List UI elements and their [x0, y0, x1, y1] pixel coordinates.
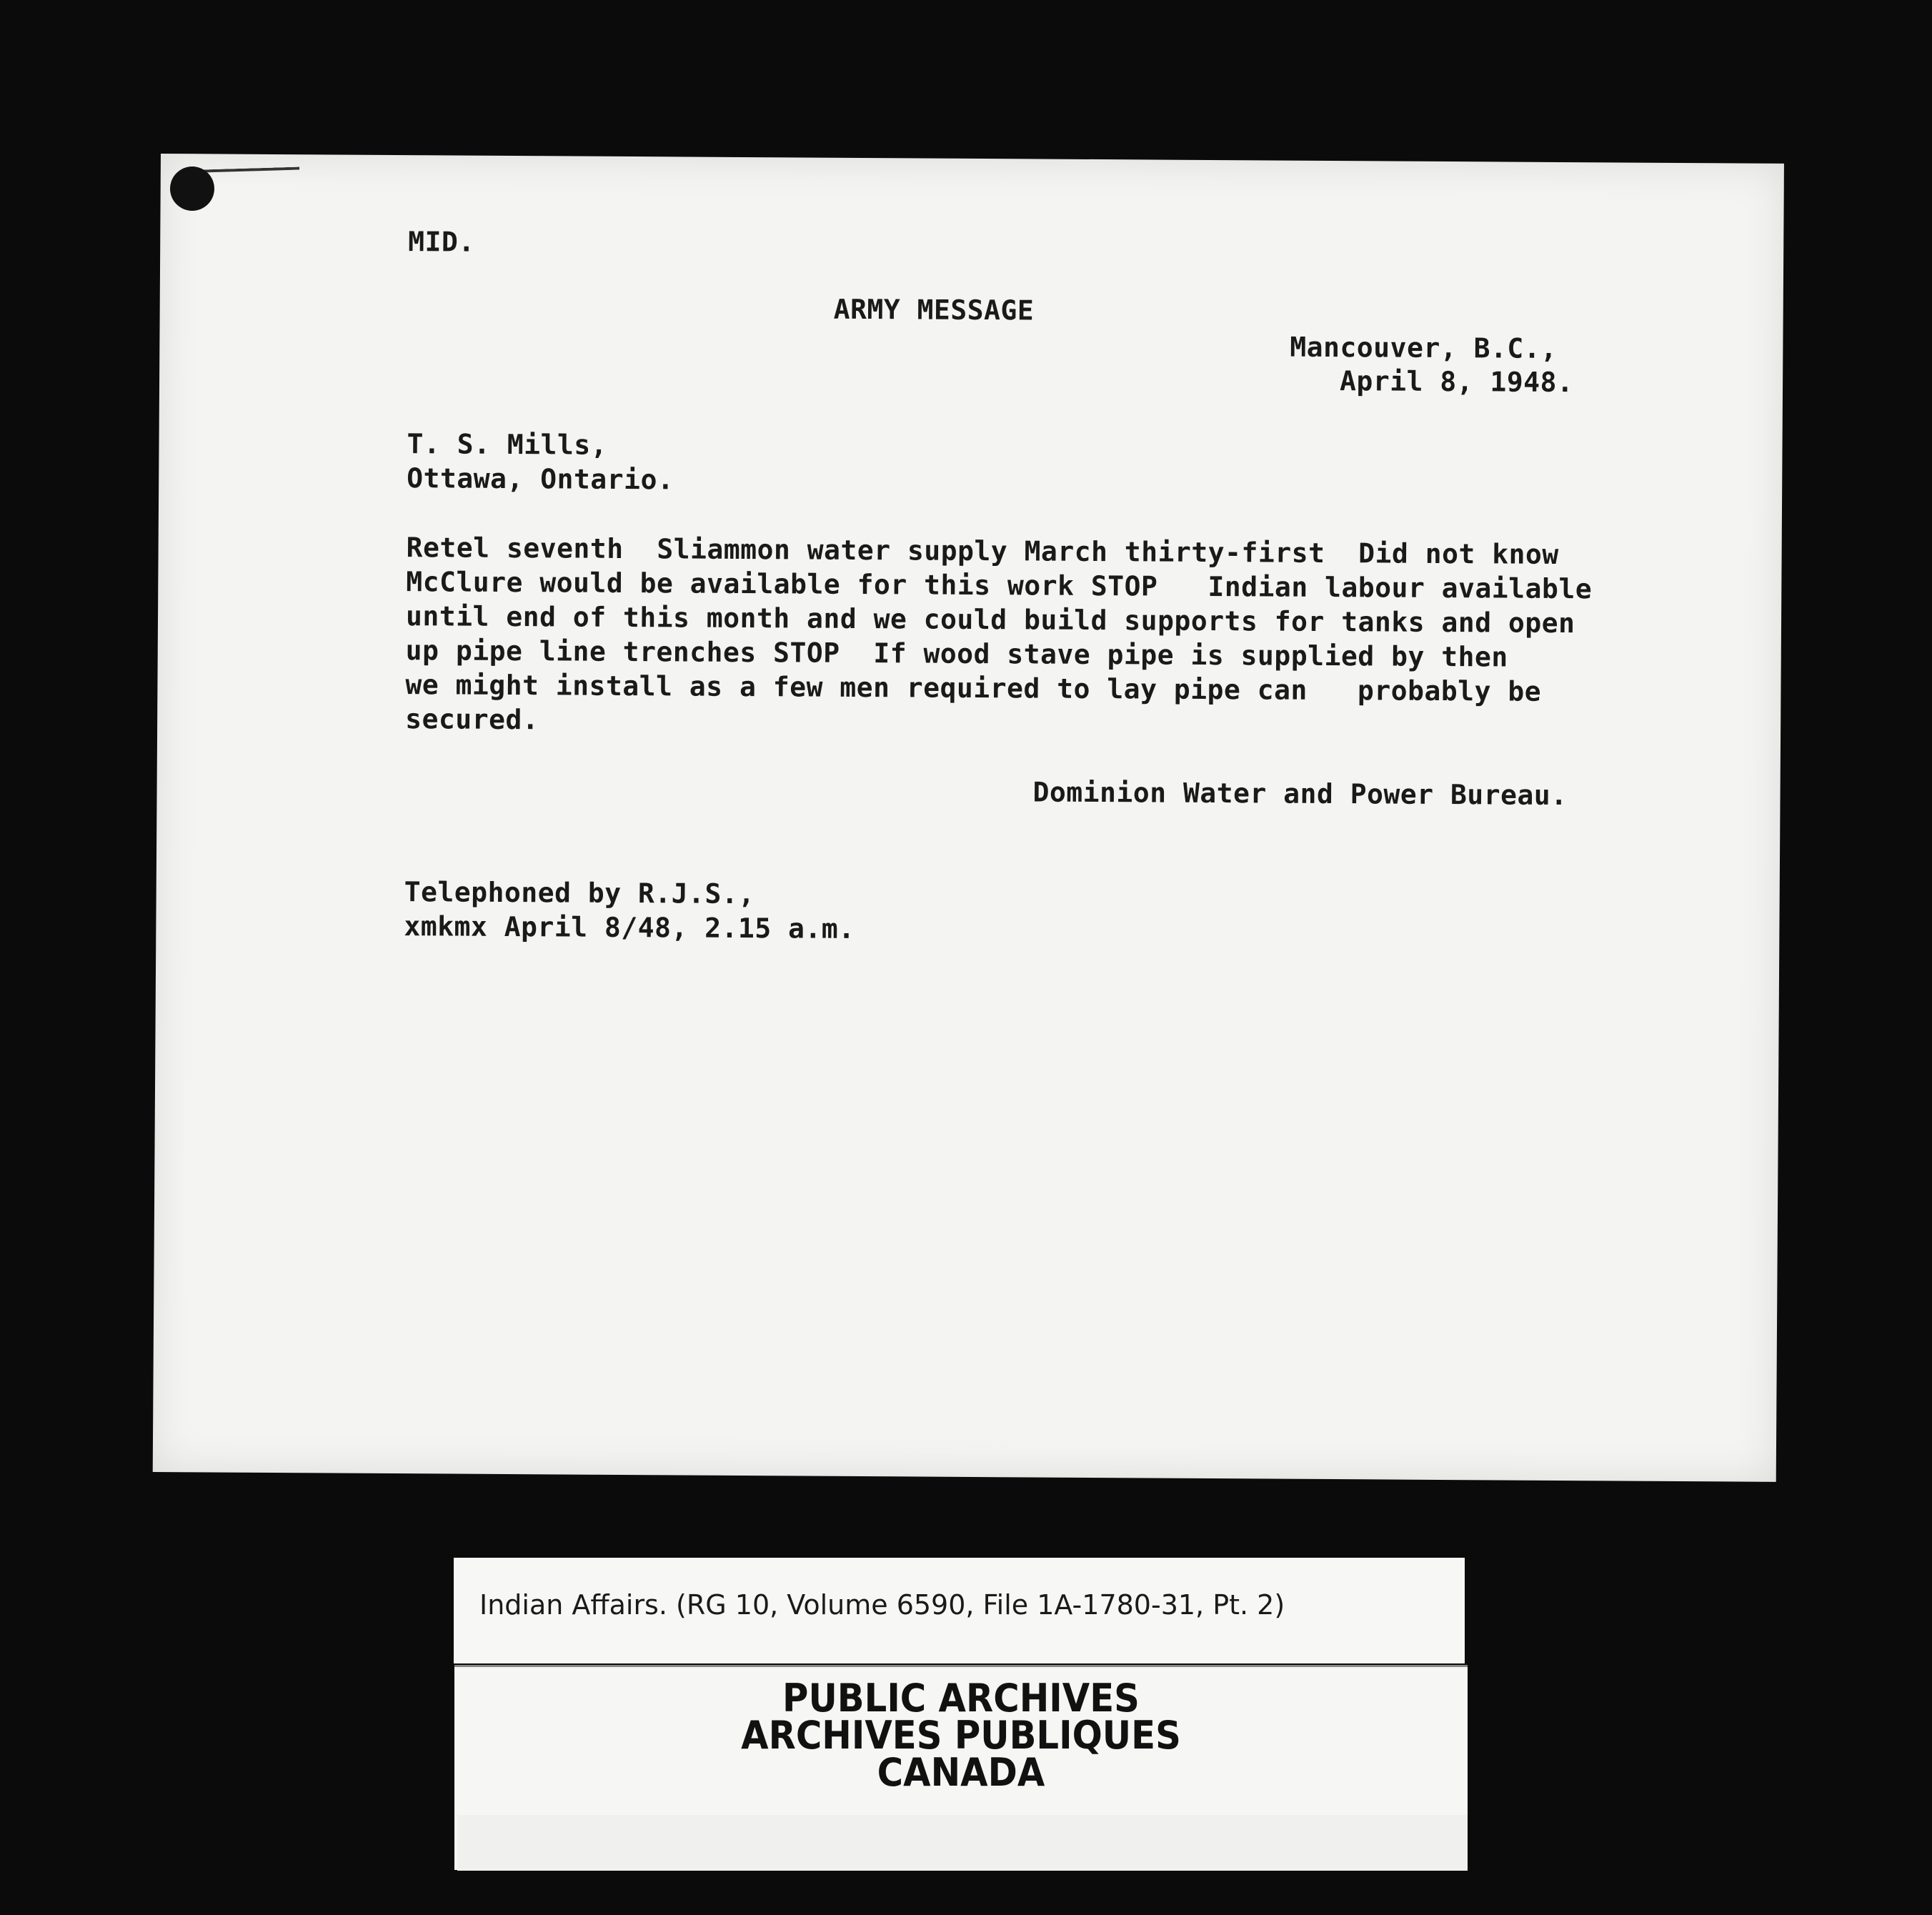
body-line: until end of this month and we could build supports for tanks and open [405, 600, 1575, 640]
archive-reference: Indian Affairs. (RG 10, Volume 6590, File 1A-1780-31, Pt. 2) [479, 1589, 1285, 1621]
telephoned-time: xmkmx April 8/48, 2.15 a.m. [404, 910, 855, 945]
document-title: ARMY MESSAGE [833, 293, 1035, 327]
label-strip [457, 1815, 1468, 1871]
punch-hole [170, 166, 214, 211]
army-message-document [153, 154, 1784, 1482]
stamp-line: PUBLIC ARCHIVES [782, 1676, 1140, 1721]
body-line: secured. [405, 703, 539, 736]
recipient-city: Ottawa, Ontario. [407, 462, 674, 496]
signature: Dominion Water and Power Bureau. [1032, 776, 1568, 812]
place-line: Mancouver, B.C., [1290, 331, 1558, 364]
header-code: MID. [408, 226, 475, 258]
body-line: Retel seventh Sliammon water supply March thirty-first Did not know [406, 532, 1559, 570]
date-line: April 8, 1948. [1339, 365, 1574, 399]
stamp-line: CANADA [877, 1750, 1045, 1795]
stamp-line: ARCHIVES PUBLIQUES [741, 1713, 1181, 1758]
telephoned-by: Telephoned by R.J.S., [404, 876, 755, 910]
archive-reference-label [454, 1558, 1465, 1663]
body-line: we might install as a few men required to lay pipe can probably be [405, 669, 1542, 707]
body-line: McClure would be available for this work STOP Indian labour available [406, 566, 1593, 605]
recipient-name: T. S. Mills, [407, 428, 608, 461]
body-line: up pipe line trenches STOP If wood stave pipe is supplied by then [405, 635, 1508, 673]
archive-stamp [495, 1676, 1428, 1795]
